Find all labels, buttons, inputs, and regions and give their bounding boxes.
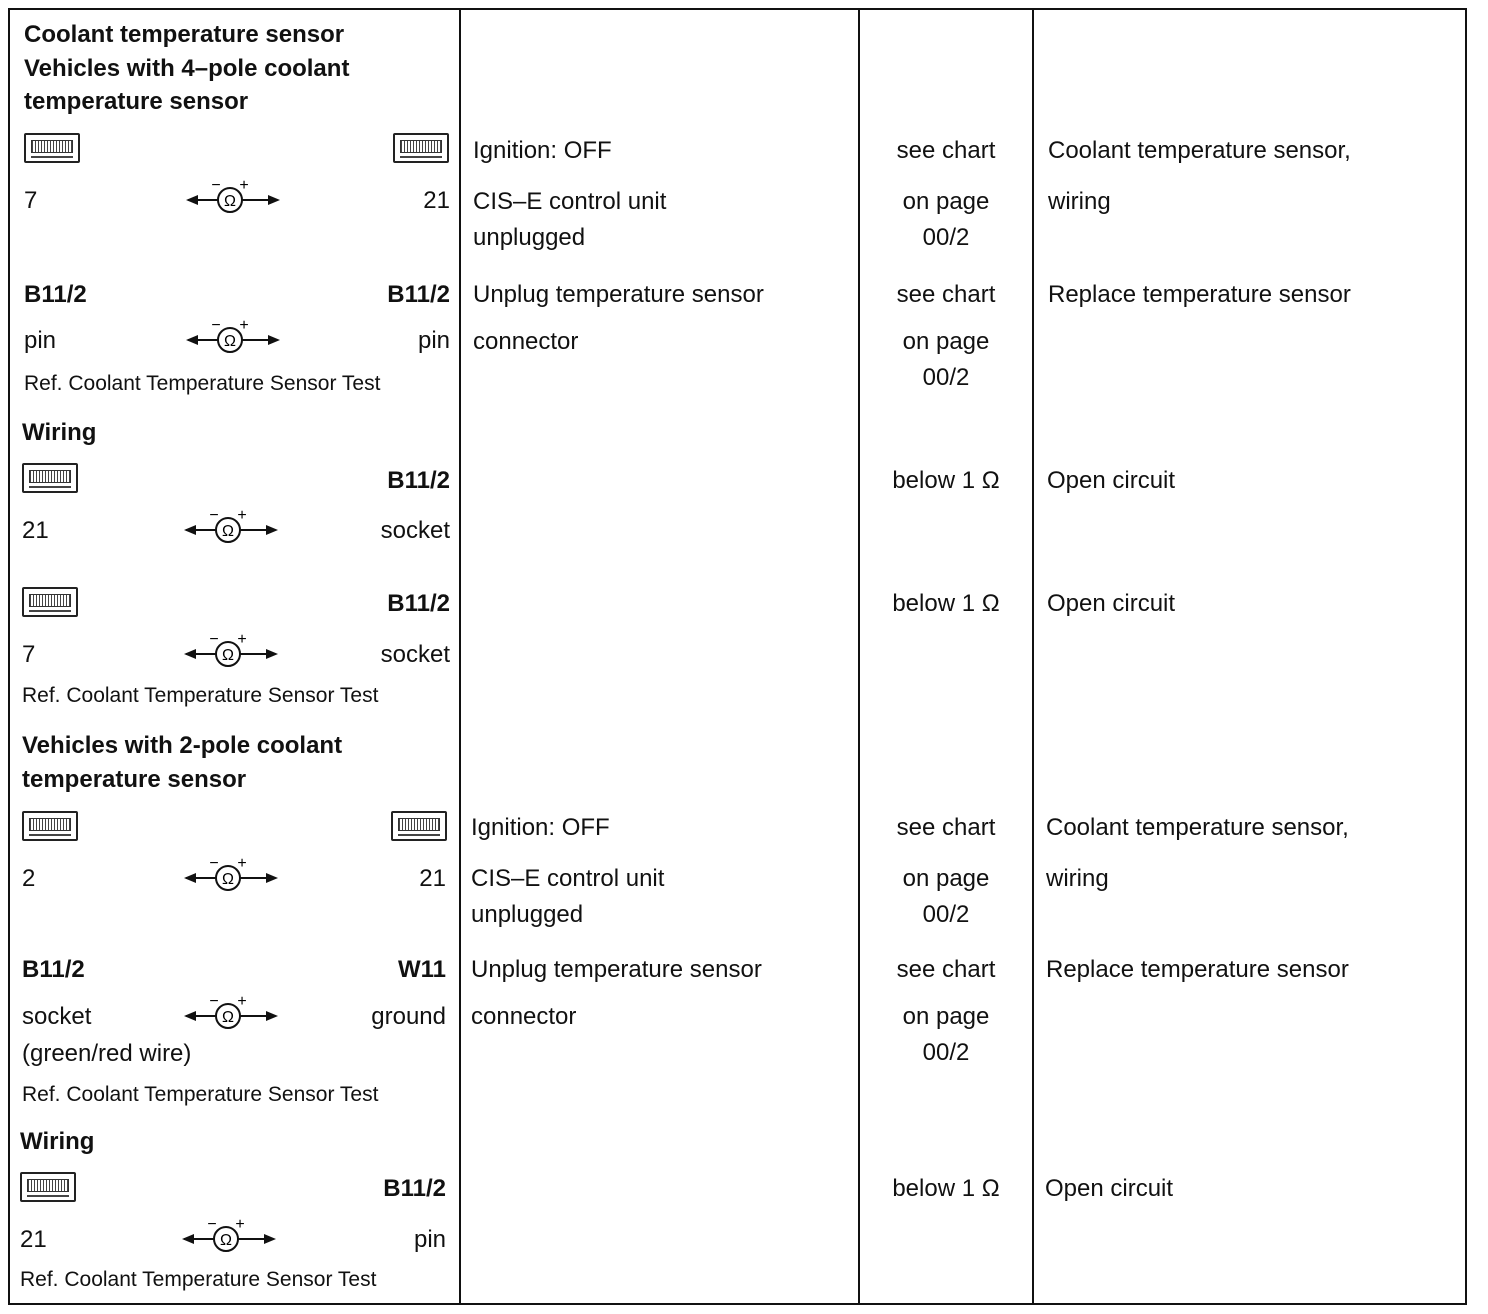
nominal-value: see chart bbox=[896, 956, 996, 983]
reference-note: Ref. Coolant Temperature Sensor Test bbox=[22, 1083, 379, 1106]
page-reference-link[interactable]: 00/2 bbox=[922, 224, 970, 251]
connector-block-icon bbox=[22, 463, 78, 493]
wiring-heading: Wiring bbox=[22, 419, 97, 446]
test-condition: CIS–E control unit bbox=[471, 865, 665, 892]
nominal-value: on page bbox=[902, 865, 990, 892]
reference-note: Ref. Coolant Temperature Sensor Test bbox=[24, 372, 381, 395]
pin-number: 21 bbox=[423, 187, 450, 214]
component-label: B11/2 bbox=[387, 467, 450, 494]
component-label: W11 bbox=[397, 956, 446, 983]
connector-block-icon bbox=[22, 587, 78, 617]
remedy: Open circuit bbox=[1045, 1175, 1174, 1202]
wiring-heading: Wiring bbox=[20, 1128, 95, 1155]
test-condition: Unplug temperature sensor bbox=[471, 956, 762, 983]
section-title: Vehicles with 2-pole coolant bbox=[22, 732, 343, 759]
pin-number: 21 bbox=[419, 865, 446, 892]
pin-number: 21 bbox=[20, 1226, 47, 1253]
ohmmeter-icon bbox=[180, 1219, 280, 1255]
terminal-type: ground bbox=[371, 1003, 446, 1030]
ohmmeter-icon bbox=[182, 858, 282, 894]
connector-block-icon bbox=[391, 811, 447, 841]
test-condition: Unplug temperature sensor bbox=[473, 281, 764, 308]
pin-number: 21 bbox=[22, 517, 49, 544]
remedy: Coolant temperature sensor, bbox=[1046, 814, 1349, 841]
pin-number: 2 bbox=[22, 865, 36, 892]
remedy: Replace temperature sensor bbox=[1048, 281, 1351, 308]
remedy: Open circuit bbox=[1047, 467, 1176, 494]
nominal-value: on page bbox=[902, 328, 990, 355]
section-subtitle: temperature sensor bbox=[24, 88, 249, 115]
component-label: B11/2 bbox=[383, 1175, 446, 1202]
wire-color-note: (green/red wire) bbox=[22, 1040, 192, 1067]
connector-block-icon bbox=[24, 133, 80, 163]
nominal-value: see chart bbox=[896, 137, 996, 164]
test-condition: Ignition: OFF bbox=[471, 814, 610, 841]
connector-block-icon bbox=[20, 1172, 76, 1202]
connector-block-icon bbox=[22, 811, 78, 841]
terminal-type: socket bbox=[380, 517, 450, 544]
pin-number: 7 bbox=[22, 641, 36, 668]
nominal-value: below 1 Ω bbox=[892, 467, 1000, 494]
remedy: Open circuit bbox=[1047, 590, 1176, 617]
terminal-type: pin bbox=[417, 327, 450, 354]
page-reference-link[interactable]: 00/2 bbox=[922, 901, 970, 928]
section-title: Coolant temperature sensor bbox=[24, 21, 345, 48]
column-divider-2 bbox=[858, 8, 860, 1305]
ohmmeter-icon bbox=[182, 996, 282, 1032]
page-reference-link[interactable]: 00/2 bbox=[922, 1039, 970, 1066]
nominal-value: on page bbox=[902, 1003, 990, 1030]
nominal-value: below 1 Ω bbox=[892, 590, 1000, 617]
reference-note: Ref. Coolant Temperature Sensor Test bbox=[20, 1268, 377, 1291]
test-condition: unplugged bbox=[473, 224, 586, 251]
test-condition: connector bbox=[471, 1003, 577, 1030]
component-label: B11/2 bbox=[22, 956, 85, 983]
test-condition: unplugged bbox=[471, 901, 584, 928]
remedy: Replace temperature sensor bbox=[1046, 956, 1349, 983]
nominal-value: below 1 Ω bbox=[892, 1175, 1000, 1202]
ohmmeter-icon bbox=[182, 634, 282, 670]
remedy: wiring bbox=[1048, 188, 1111, 215]
terminal-type: pin bbox=[24, 327, 57, 354]
component-label: B11/2 bbox=[24, 281, 87, 308]
remedy: Coolant temperature sensor, bbox=[1048, 137, 1351, 164]
terminal-type: socket bbox=[22, 1003, 92, 1030]
component-label: B11/2 bbox=[387, 281, 450, 308]
terminal-type: pin bbox=[413, 1226, 446, 1253]
column-divider-1 bbox=[459, 8, 461, 1305]
remedy: wiring bbox=[1046, 865, 1109, 892]
column-divider-3 bbox=[1032, 8, 1034, 1305]
nominal-value: on page bbox=[902, 188, 990, 215]
nominal-value: see chart bbox=[896, 814, 996, 841]
connector-block-icon bbox=[393, 133, 449, 163]
page-reference-link[interactable]: 00/2 bbox=[922, 364, 970, 391]
reference-note: Ref. Coolant Temperature Sensor Test bbox=[22, 684, 379, 707]
section-subtitle: temperature sensor bbox=[22, 766, 247, 793]
pin-number: 7 bbox=[24, 187, 38, 214]
test-condition: Ignition: OFF bbox=[473, 137, 612, 164]
ohmmeter-icon bbox=[184, 320, 284, 356]
ohmmeter-icon bbox=[182, 510, 282, 546]
nominal-value: see chart bbox=[896, 281, 996, 308]
ohmmeter-icon bbox=[184, 180, 284, 216]
test-condition: CIS–E control unit bbox=[473, 188, 667, 215]
terminal-type: socket bbox=[380, 641, 450, 668]
section-subtitle: Vehicles with 4–pole coolant bbox=[24, 55, 350, 82]
test-condition: connector bbox=[473, 328, 579, 355]
component-label: B11/2 bbox=[387, 590, 450, 617]
